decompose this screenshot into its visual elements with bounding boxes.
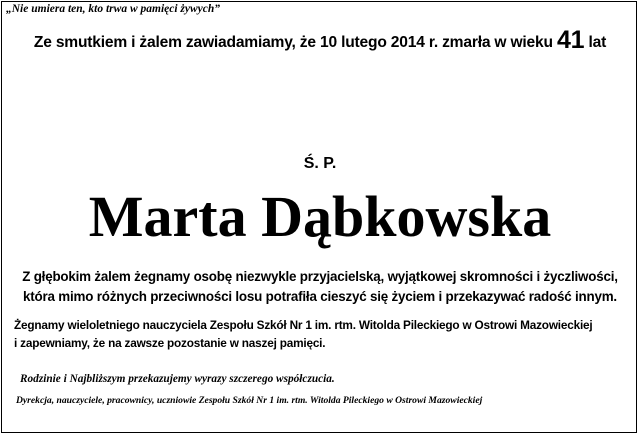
teacher-farewell-paragraph (14, 316, 592, 352)
deceased-name: Marta Dąbkowska (88, 184, 552, 249)
teacher-farewell-line-1: Żegnamy wieloletniego nauczyciela Zespołu Szkół Nr 1 im. rtm. Witolda Pileckiego w Ostrowi Mazowieckiej (14, 318, 593, 332)
motto-quote: „Nie umiera ten, kto trwa w pamięci żywych” (6, 3, 221, 15)
death-announcement (0, 26, 640, 55)
farewell-paragraph (0, 267, 640, 307)
signature-line: Dyrekcja, nauczyciele, pracownicy, uczniowie Zespołu Szkół Nr 1 im. rtm. Witolda Pileckiego w Ostrowi Mazowieckiej (16, 395, 483, 406)
sympathy-note: Rodzinie i Najbliższym przekazujemy wyrazy szczerego współczucia. (20, 373, 335, 385)
announcement-text-before-age: Ze smutkiem i żalem zawiadamiamy, że 10 lutego 2014 r. zmarła w wieku (33, 34, 557, 51)
honorific: Ś. P. (303, 155, 337, 172)
farewell-line-2: która mimo różnych przeciwności losu potrafiła cieszyć się życiem i przekazywać radość innym. (23, 289, 617, 304)
farewell-line-1: Z głębokim żalem żegnamy osobę niezwykle przyjacielską, wyjątkowej skromności i życzliwości, (22, 269, 618, 284)
teacher-farewell-line-2: i zapewniamy, że na zawsze pozostanie w naszej pamięci. (14, 336, 326, 350)
age-value: 41 (556, 26, 585, 54)
announcement-text-after-age: lat (584, 34, 607, 51)
